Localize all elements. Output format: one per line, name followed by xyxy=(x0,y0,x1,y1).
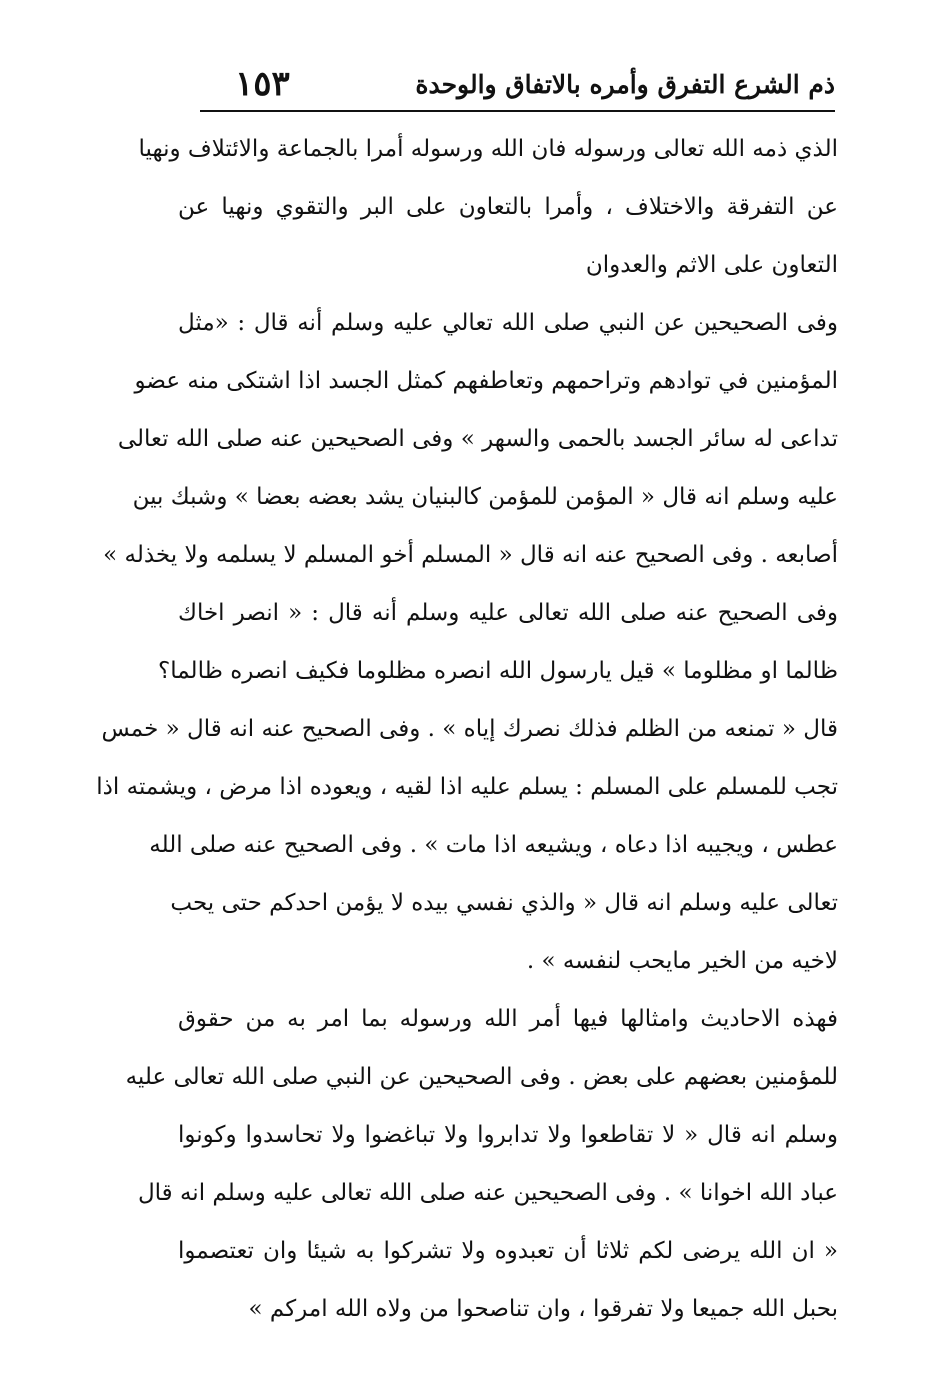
text-line: عباد الله اخوانا » . وفى الصحيحين عنه صلى الله تعالى عليه وسلم انه قال xyxy=(137,1180,838,1206)
text-line: بحبل الله جميعا ولا تفرقوا ، وان تناصحوا من ولاه الله امركم » xyxy=(248,1296,838,1322)
text-line: للمؤمنين بعضهم على بعض . وفى الصحيحين عن النبي صلى الله تعالى عليه xyxy=(125,1064,838,1090)
text-line: عليه وسلم انه قال « المؤمن للمؤمن كالبنيان يشد بعضه بعضا » وشبك بين xyxy=(132,484,838,510)
text-line: « ان الله يرضى لكم ثلاثا أن تعبدوه ولا تشركوا به شيئا وان تعتصموا xyxy=(178,1238,838,1264)
text-line: لاخيه من الخير مايحب لنفسه » . xyxy=(526,948,838,974)
paragraph xyxy=(96,294,838,990)
running-title: ذم الشرع التفرق وأمره بالاتفاق والوحدة xyxy=(415,70,835,99)
text-line: عطس ، ويجيبه اذا دعاه ، ويشيعه اذا مات » . وفى الصحيح عنه صلى الله xyxy=(149,832,838,858)
text-line: تعالى عليه وسلم انه قال « والذي نفسي بيده لا يؤمن احدكم حتى يحب xyxy=(170,890,838,916)
text-line: قال « تمنعه من الظلم فذلك نصرك إياه » . وفى الصحيح عنه انه قال « خمس xyxy=(101,716,838,742)
text-line: التعاون على الاثم والعدوان xyxy=(585,252,838,278)
text-line: المؤمنين في توادهم وتراحمهم وتعاطفهم كمثل الجسد اذا اشتكى منه عضو xyxy=(134,368,838,394)
text-line: تجب للمسلم على المسلم : يسلم عليه اذا لقيه ، ويعوده اذا مرض ، ويشمته اذا xyxy=(96,774,838,800)
text-line: وفى الصحيحين عن النبي صلى الله تعالي عليه وسلم أنه قال : «مثل xyxy=(178,310,838,336)
header-rule xyxy=(200,110,835,112)
text-line: تداعى له سائر الجسد بالحمى والسهر » وفى الصحيحين عنه صلى الله تعالى xyxy=(117,426,838,452)
paragraph xyxy=(138,120,838,294)
text-line: أصابعه . وفى الصحيح عنه انه قال « المسلم أخو المسلم لا يسلمه ولا يخذله » xyxy=(103,542,838,568)
text-line: وفى الصحيح عنه صلى الله تعالى عليه وسلم أنه قال : « انصر اخاك xyxy=(178,600,838,626)
text-line: عن التفرقة والاختلاف ، وأمرا بالتعاون على البر والتقوي ونهيا عن xyxy=(178,194,838,220)
body-text xyxy=(96,120,838,1338)
paragraph xyxy=(125,990,838,1338)
text-line: ظالما او مظلوما » قيل يارسول الله انصره مظلوما فكيف انصره ظالما؟ xyxy=(158,658,838,684)
page-header xyxy=(205,62,835,112)
text-line: فهذه الاحاديث وامثالها فيها أمر الله ورسوله بما امر به من حقوق xyxy=(178,1006,838,1032)
text-line: الذي ذمه الله تعالى ورسوله فان الله ورسوله أمرا بالجماعة والائتلاف ونهيا xyxy=(138,136,838,162)
page-number: ١٥٣ xyxy=(235,64,290,104)
text-line: وسلم انه قال « لا تقاطعوا ولا تدابروا ولا تباغضوا ولا تحاسدوا وكونوا xyxy=(178,1122,838,1148)
